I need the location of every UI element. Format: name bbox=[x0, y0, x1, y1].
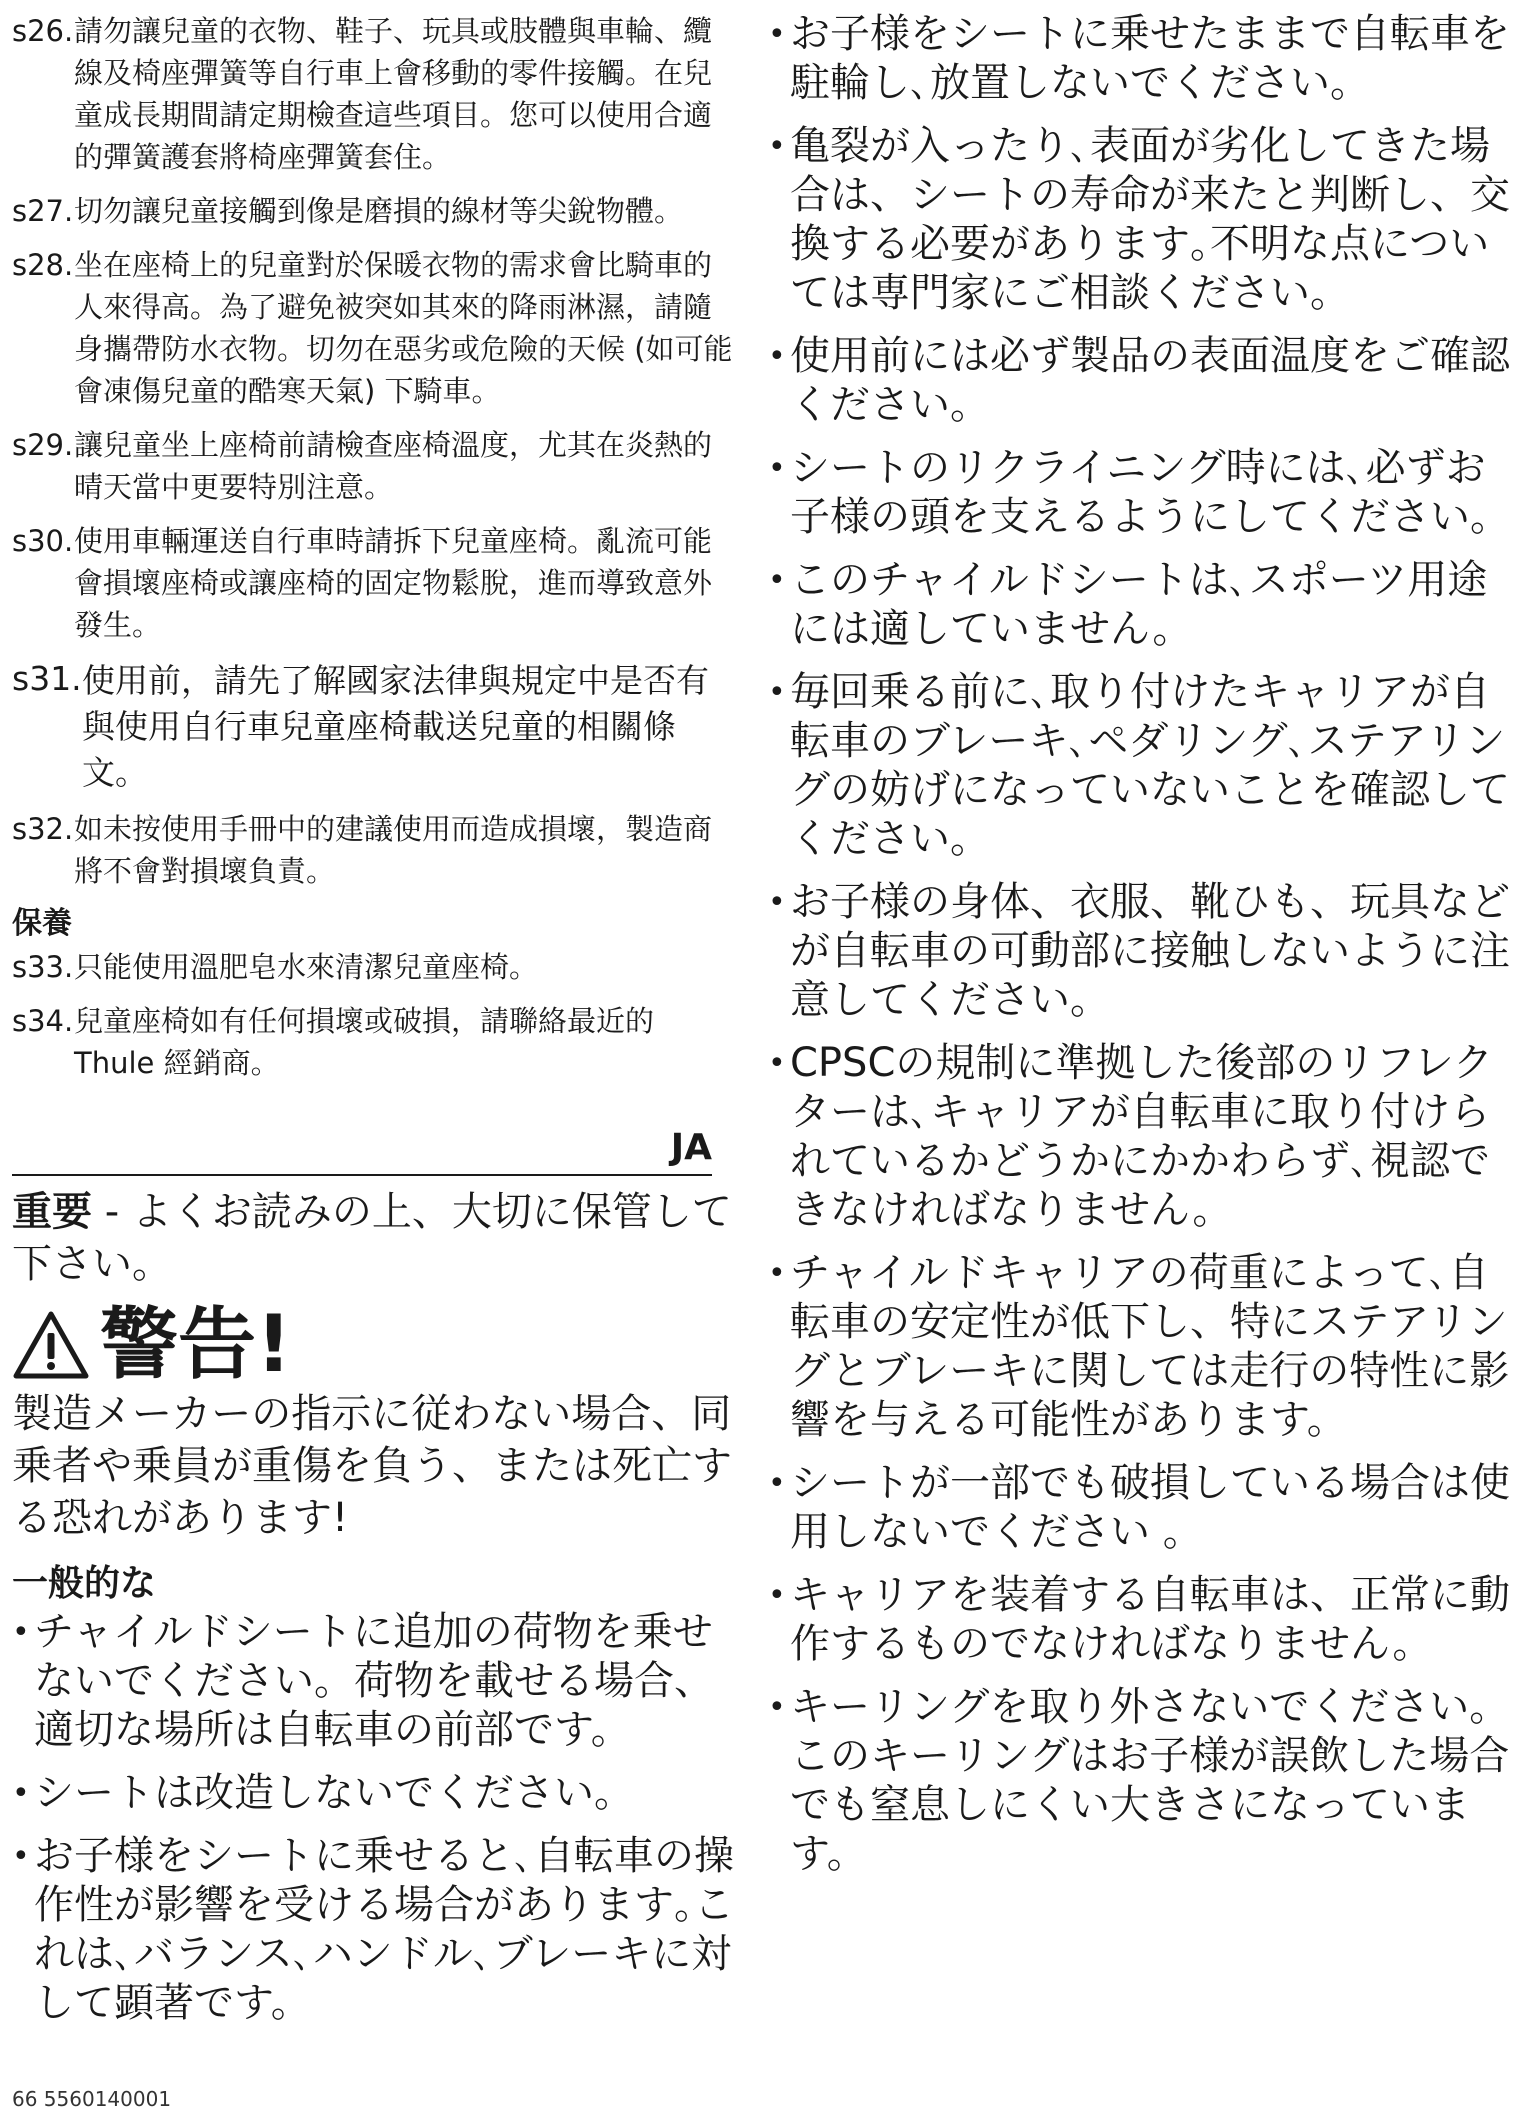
bullet-icon: • bbox=[768, 675, 786, 710]
list-item bbox=[12, 244, 740, 412]
item-number: s28. bbox=[12, 248, 74, 282]
section-divider bbox=[12, 1174, 712, 1176]
item-number: s29. bbox=[12, 428, 74, 462]
item-text: 只能使用溫肥皂水來清潔兒童座椅。 bbox=[74, 950, 539, 984]
item-number: s26. bbox=[12, 14, 74, 48]
bullet-icon: • bbox=[12, 1839, 30, 1874]
bullet-icon: • bbox=[768, 1466, 786, 1501]
list-item bbox=[768, 1571, 1518, 1669]
item-text: チャイルドキャリアの荷重によって､自転車の安定性が低下し、特にステアリングとブレーキに関しては走行の特性に影響を与える可能性があります。 bbox=[790, 1250, 1510, 1443]
bullet-icon: • bbox=[768, 17, 786, 52]
list-item bbox=[12, 1608, 740, 1755]
list-item bbox=[768, 1459, 1518, 1557]
item-text: 使用前には必ず製品の表面温度をご確認ください｡ bbox=[790, 333, 1510, 428]
bullet-icon: • bbox=[768, 129, 786, 164]
item-text: このチャイルドシートは､スポーツ用途には適していません。 bbox=[790, 557, 1488, 652]
item-number: s32. bbox=[12, 812, 74, 846]
list-item bbox=[768, 1039, 1518, 1235]
bullet-icon: • bbox=[12, 1615, 30, 1650]
right-column bbox=[768, 10, 1518, 1893]
item-text: 切勿讓兒童接觸到像是磨損的線材等尖銳物體。 bbox=[74, 194, 684, 228]
ja-bullet-list-left bbox=[12, 1608, 740, 2028]
list-item bbox=[12, 190, 740, 232]
bullet-icon: • bbox=[12, 1776, 30, 1811]
item-number: s27. bbox=[12, 194, 74, 228]
item-text: お子様の身体、衣服、靴ひも、玩具などが自転車の可動部に接触しないように注意してください。 bbox=[790, 879, 1510, 1023]
maintenance-heading: 保養 bbox=[12, 906, 72, 941]
list-item bbox=[768, 878, 1518, 1025]
bullet-icon: • bbox=[768, 1578, 786, 1613]
left-column bbox=[12, 10, 740, 2042]
warning-header bbox=[12, 1300, 740, 1390]
warning-triangle-icon bbox=[12, 1309, 90, 1381]
list-item bbox=[12, 520, 740, 646]
ja-bullet-list-right bbox=[768, 10, 1518, 1879]
list-item bbox=[768, 668, 1518, 864]
list-item bbox=[12, 10, 740, 178]
list-item bbox=[12, 1769, 740, 1818]
item-text: 如未按使用手冊中的建議使用而造成損壞，製造商將不會對損壞負責。 bbox=[74, 812, 713, 888]
list-item bbox=[768, 10, 1518, 108]
list-item bbox=[12, 1832, 740, 2028]
item-text: チャイルドシートに追加の荷物を乗せないでください。荷物を載せる場合、適切な場所は自転車の前部です。 bbox=[34, 1609, 714, 1753]
warning-title: 警告! bbox=[100, 1300, 292, 1390]
list-item bbox=[12, 658, 740, 796]
item-number: s31. bbox=[12, 659, 82, 698]
item-text: CPSCの規制に準拠した後部のリフレクターは､キャリアが自転車に取り付けられているかどうかにかかわらず､視認できなければなりません。 bbox=[790, 1040, 1493, 1233]
item-text: キャリアを装着する自転車は、正常に動作するものでなければなりません。 bbox=[790, 1572, 1510, 1667]
language-code: JA bbox=[670, 1127, 712, 1168]
bullet-icon: • bbox=[768, 885, 786, 920]
important-text: - よくお読みの上、大切に保管して下さい。 bbox=[12, 1189, 732, 1287]
zh-safety-list bbox=[12, 10, 740, 892]
item-text: 毎回乗る前に､取り付けたキャリアが自転車のブレーキ､ペダリング､ステアリングの妨げになっていないことを確認してください。 bbox=[790, 669, 1510, 862]
bullet-icon: • bbox=[768, 451, 786, 486]
important-notice bbox=[12, 1186, 740, 1290]
page-footer: 66 5560140001 bbox=[12, 2087, 172, 2111]
bullet-icon: • bbox=[768, 339, 786, 374]
item-text: お子様をシートに乗せたままで自転車を駐輪し､放置しないでください。 bbox=[790, 11, 1510, 106]
warning-text: 製造メーカーの指示に従わない場合、同乗者や乗員が重傷を負う、または死亡する恐れがあります! bbox=[12, 1391, 732, 1541]
item-text: シートは改造しないでください。 bbox=[34, 1770, 634, 1816]
list-item bbox=[12, 1000, 740, 1084]
item-text: キーリングを取り外さないでください｡このキーリングはお子様が誤飲した場合でも窒息しにくい大きさになっています。 bbox=[790, 1684, 1510, 1877]
item-text: お子様をシートに乗せると､自転車の操作性が影響を受ける場合があります｡これは､バランス､ハンドル､ブレーキに対して顕著です。 bbox=[34, 1833, 734, 2026]
bullet-icon: • bbox=[768, 563, 786, 598]
list-item bbox=[768, 444, 1518, 542]
zh-maintenance-list bbox=[12, 946, 740, 1084]
item-number: s30. bbox=[12, 524, 74, 558]
item-text: シートのリクライニング時には､必ずお子様の頭を支えるようにしてください。 bbox=[790, 445, 1510, 540]
bullet-icon: • bbox=[768, 1046, 786, 1081]
list-item bbox=[12, 946, 740, 988]
item-number: s34. bbox=[12, 1004, 74, 1038]
list-item bbox=[768, 556, 1518, 654]
item-text: 請勿讓兒童的衣物、鞋子、玩具或肢體與車輪、纜線及椅座彈簧等自行車上會移動的零件接觸。在兒童成長期間請定期檢查這些項目。您可以使用合適的彈簧護套將椅座彈簧套住。 bbox=[74, 14, 713, 174]
list-item bbox=[768, 1249, 1518, 1445]
list-item bbox=[12, 424, 740, 508]
general-heading: 一般的な bbox=[12, 1563, 157, 1604]
important-label: 重要 bbox=[12, 1189, 92, 1235]
list-item bbox=[768, 1683, 1518, 1879]
item-text: 使用車輛運送自行車時請拆下兒童座椅。亂流可能會損壞座椅或讓座椅的固定物鬆脫，進而導致意外發生。 bbox=[74, 524, 713, 642]
item-text: 坐在座椅上的兒童對於保暖衣物的需求會比騎車的人來得高。為了避免被突如其來的降雨淋濕，請隨身攜帶防水衣物。切勿在惡劣或危險的天候 (如可能會凍傷兒童的酷寒天氣) 下騎車。 bbox=[74, 248, 733, 408]
list-item bbox=[768, 122, 1518, 318]
item-text: 亀裂が入ったり､表面が劣化してきた場合は、シートの寿命が来たと判断し、交換する必要があります｡不明な点については専門家にご相談ください。 bbox=[790, 123, 1510, 316]
item-text: シートが一部でも破損している場合は使用しないでください 。 bbox=[790, 1460, 1510, 1555]
item-text: 使用前，請先了解國家法律與規定中是否有與使用自行車兒童座椅載送兒童的相關條文。 bbox=[82, 661, 709, 792]
list-item bbox=[12, 808, 740, 892]
list-item bbox=[768, 332, 1518, 430]
item-number: s33. bbox=[12, 950, 74, 984]
bullet-icon: • bbox=[768, 1690, 786, 1725]
bullet-icon: • bbox=[768, 1256, 786, 1291]
item-text: 讓兒童坐上座椅前請檢查座椅溫度，尤其在炎熱的晴天當中更要特別注意。 bbox=[74, 428, 713, 504]
item-text: 兒童座椅如有任何損壞或破損，請聯絡最近的 Thule 經銷商。 bbox=[74, 1004, 655, 1080]
